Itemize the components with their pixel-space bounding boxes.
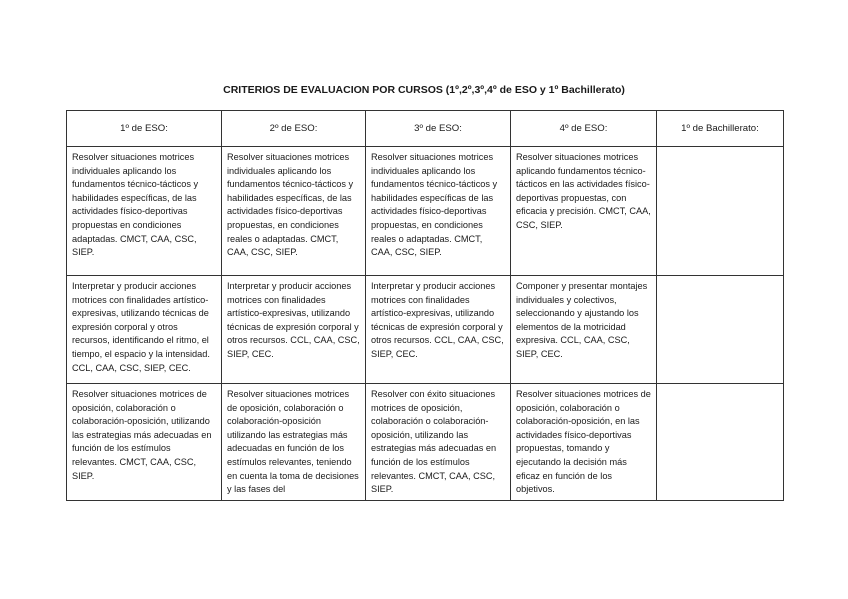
cell-eso-1: Interpretar y producir acciones motrices con finalidades artístico-expresivas, utilizando técnicas de expresión corporal y otros recursos, identificando el ritmo, el tiempo, el espacio y la intensidad. CCL, CAA, CSC, SIEP, CEC. [67, 276, 222, 384]
cell-eso-3: Resolver con éxito situaciones motrices de oposición, colaboración o colaboración-oposición, utilizando las estrategias más adecuadas en función de los estímulos relevantes. CMCT, CAA, CSC, SIEP. [366, 384, 511, 501]
cell-eso-3: Resolver situaciones motrices individuales aplicando los fundamentos técnico-tácticos y habilidades específicas de las actividades físico-deportivas propuestas, en condiciones reales o adaptadas. CMCT, CAA, CSC, SIEP. [366, 147, 511, 276]
cell-eso-1: Resolver situaciones motrices individuales aplicando los fundamentos técnico-tácticos y habilidades específicas, de las actividades físico-deportivas propuestas en condiciones adaptadas. CMCT, CAA, CSC, SIEP. [67, 147, 222, 276]
cell-bachillerato-1 [657, 147, 784, 276]
header-bachillerato-1: 1º de Bachillerato: [657, 111, 784, 147]
header-eso-1: 1º de ESO: [67, 111, 222, 147]
table-row [67, 384, 784, 501]
criteria-table [66, 110, 784, 501]
cell-eso-2: Resolver situaciones motrices individuales aplicando los fundamentos técnico-tácticos y habilidades específicas, de las actividades físico-deportivas propuestas, en condiciones reales o adaptadas. CMCT, CAA, CSC, SIEP. [222, 147, 366, 276]
cell-eso-4: Resolver situaciones motrices de oposición, colaboración o colaboración-oposición, en las actividades físico-deportivas propuestas, tomando y ejecutando la decisión más eficaz en función de los objetivos. [511, 384, 657, 501]
header-eso-2: 2º de ESO: [222, 111, 366, 147]
cell-eso-3: Interpretar y producir acciones motrices con finalidades artístico-expresivas, utilizando técnicas de expresión corporal y otros recursos. CCL, CAA, CSC, SIEP, CEC. [366, 276, 511, 384]
cell-eso-1: Resolver situaciones motrices de oposición, colaboración o colaboración-oposición, utilizando las estrategias más adecuadas en función de los estímulos relevantes. CMCT, CAA, CSC, SIEP. [67, 384, 222, 501]
cell-eso-2: Resolver situaciones motrices de oposición, colaboración o colaboración-oposición utilizando las estrategias más adecuadas en función de los estímulos relevantes, teniendo en cuenta la toma de decisiones y las fases del [222, 384, 366, 501]
cell-eso-4: Componer y presentar montajes individuales y colectivos, seleccionando y ajustando los elementos de la motricidad expresiva. CCL, CAA, CSC, SIEP, CEC. [511, 276, 657, 384]
header-row [67, 111, 784, 147]
table-row [67, 147, 784, 276]
document-title: CRITERIOS DE EVALUACION POR CURSOS (1º,2º,3º,4º de ESO y 1º Bachillerato) [223, 84, 625, 96]
header-eso-3: 3º de ESO: [366, 111, 511, 147]
header-eso-4: 4º de ESO: [511, 111, 657, 147]
cell-bachillerato-1 [657, 384, 784, 501]
cell-bachillerato-1 [657, 276, 784, 384]
cell-eso-2: Interpretar y producir acciones motrices con finalidades artístico-expresivas, utilizando técnicas de expresión corporal y otros recursos. CCL, CAA, CSC, SIEP, CEC. [222, 276, 366, 384]
cell-eso-4: Resolver situaciones motrices aplicando fundamentos técnico-tácticos en las actividades físico-deportivas propuestas, con eficacia y precisión. CMCT, CAA, CSC, SIEP. [511, 147, 657, 276]
table-row [67, 276, 784, 384]
